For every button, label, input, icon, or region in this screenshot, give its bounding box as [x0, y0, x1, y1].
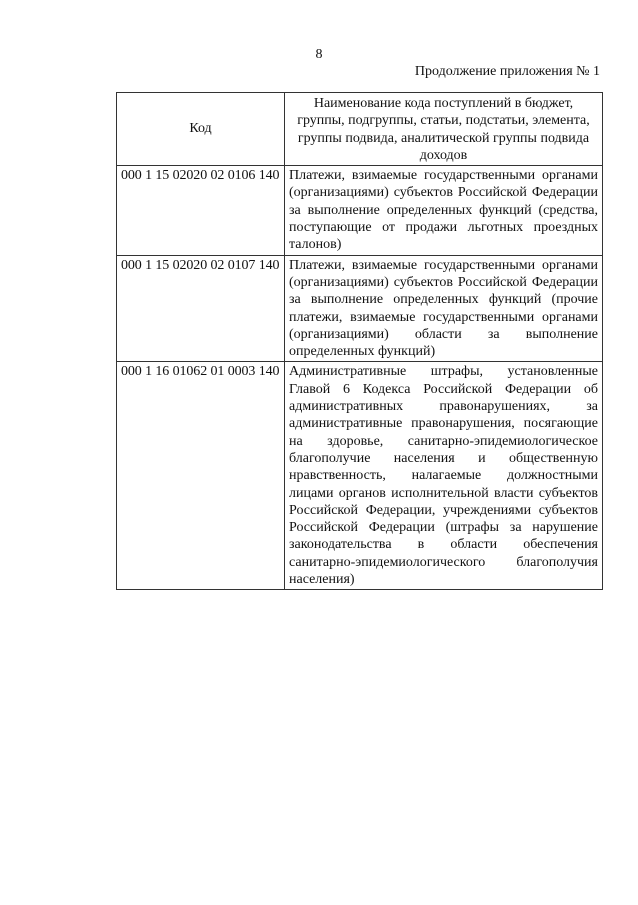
code-cell: 000 1 15 02020 02 0107 140: [117, 255, 285, 362]
code-cell: 000 1 15 02020 02 0106 140: [117, 166, 285, 255]
revenue-codes-table: [116, 92, 603, 590]
column-header-code: Код: [117, 93, 285, 166]
table-row: [117, 362, 603, 590]
table-header-row: [117, 93, 603, 166]
appendix-continuation-note: Продолжение приложения № 1: [414, 64, 600, 79]
name-cell: Платежи, взимаемые государственными органами (организациями) субъектов Российской Федерации за выполнение определенных функций (прочие платежи, взимаемые государственными органами (организациями) области за выполнение определенных функций): [285, 255, 603, 362]
name-cell: Платежи, взимаемые государственными органами (организациями) субъектов Российской Федерации за выполнение определенных функций (средства, поступающие от продажи льготных проездных талонов): [285, 166, 603, 255]
table-row: [117, 255, 603, 362]
code-cell: 000 1 16 01062 01 0003 140: [117, 362, 285, 590]
page-number: 8: [315, 47, 323, 62]
column-header-name: Наименование кода поступлений в бюджет, группы, подгруппы, статьи, подстатьи, элемента, группы подвида, аналитической группы подвида доходов: [285, 93, 603, 166]
table-row: [117, 166, 603, 255]
name-cell: Административные штрафы, установленные Главой 6 Кодекса Российской Федерации об административных правонарушениях, за административные правонарушения, посягающие на здоровье, санитарно-эпидемиологическое благополучие населения и общественную нравственность, налагаемые должностными лицами органов исполнительной власти субъектов Российской Федерации, учреждениями субъектов Российской Федерации (штрафы за нарушение законодательства в области обеспечения санитарно-эпидемиологического благополучия населения): [285, 362, 603, 590]
